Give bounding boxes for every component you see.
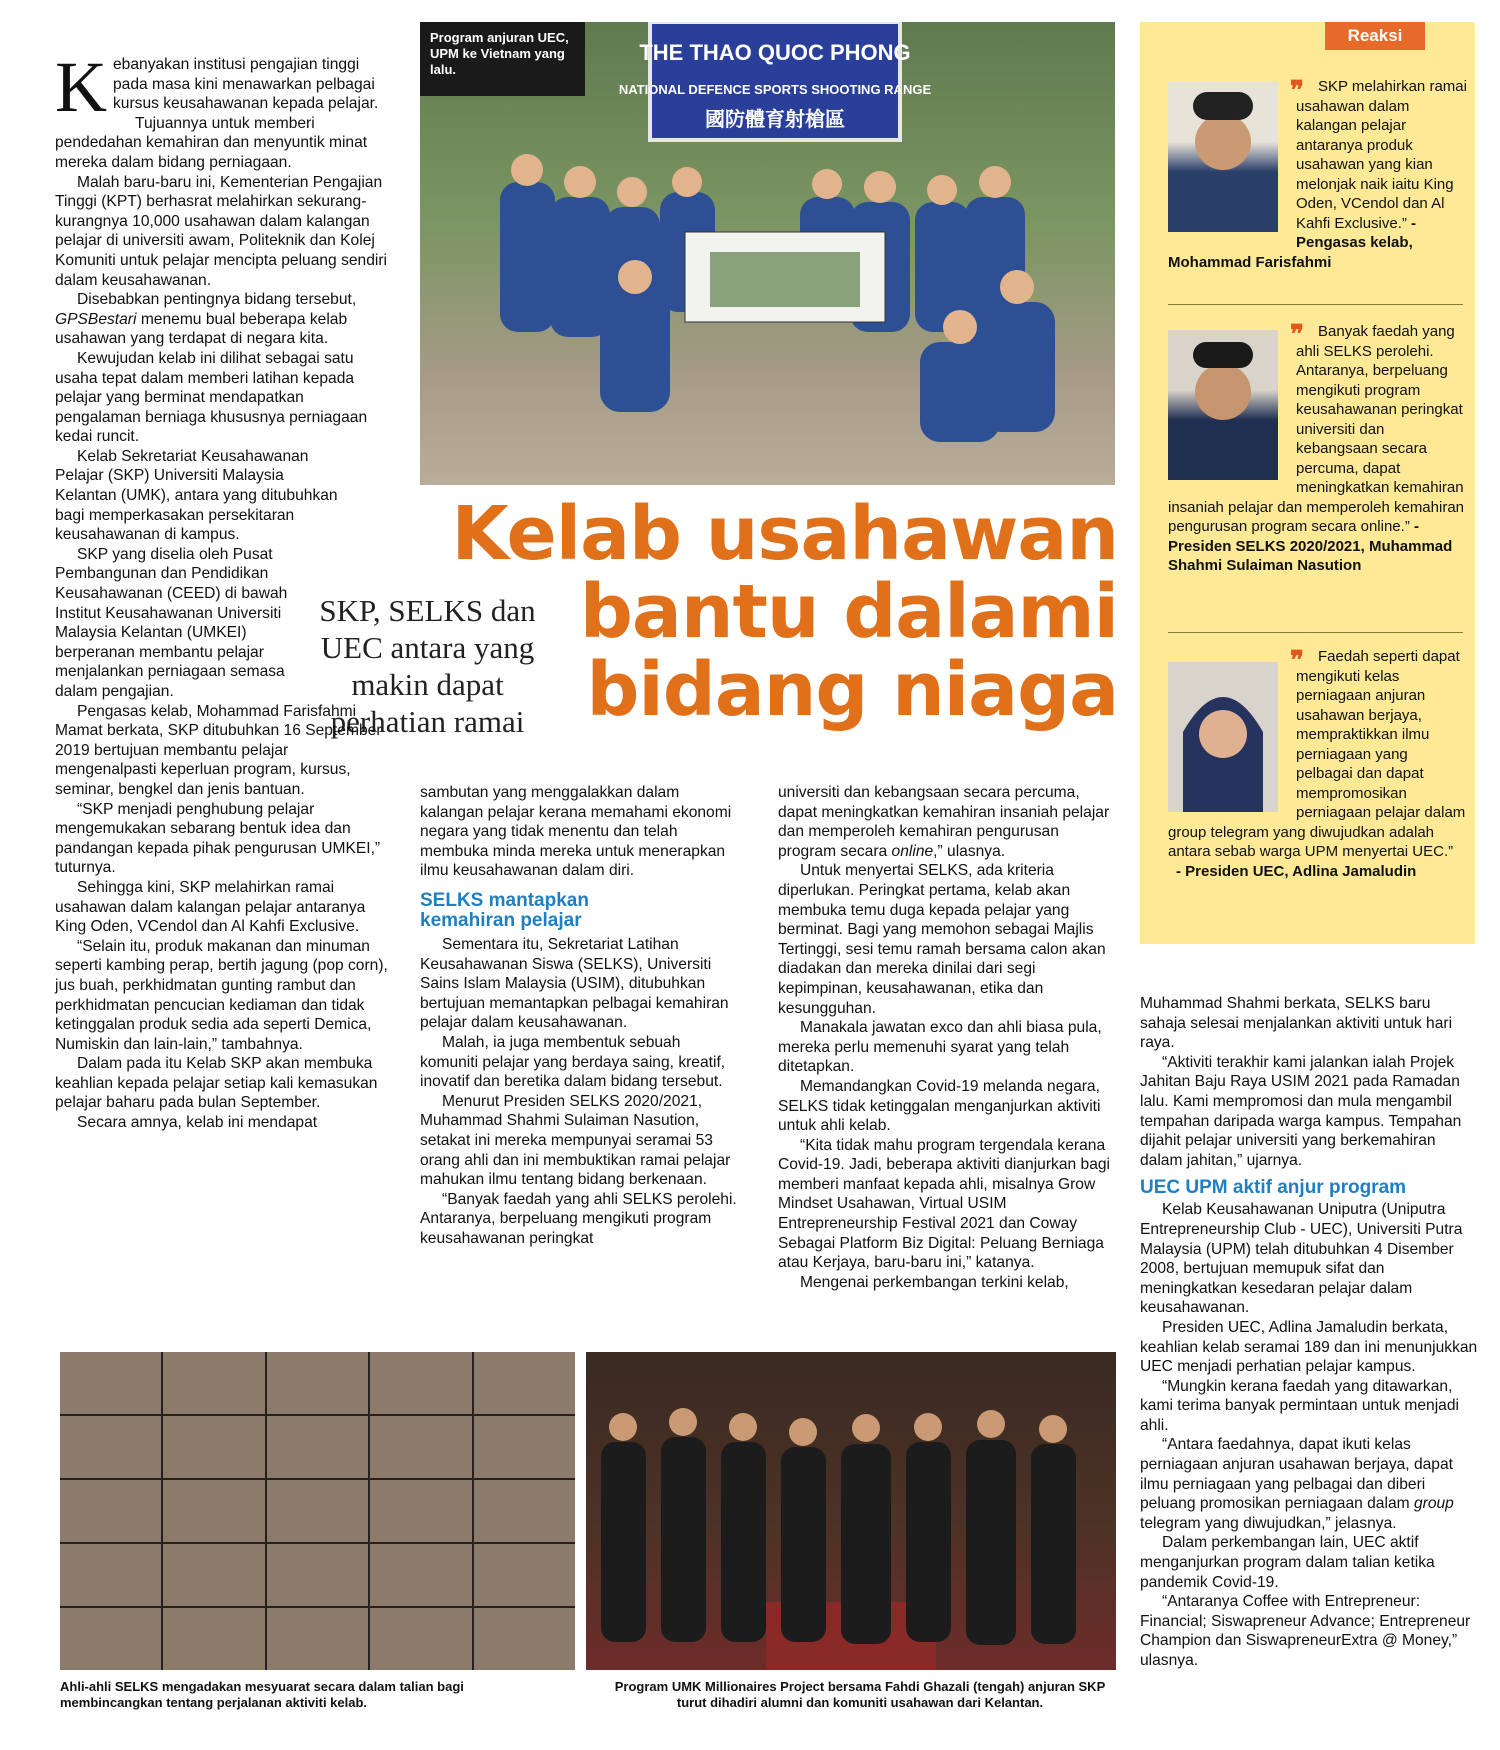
col1-p13: Secara amnya, kelab ini mendapat — [77, 1114, 318, 1132]
reaksi-1 — [1168, 77, 1468, 272]
reaksi-2-name: - Presiden SELKS 2020/2021, Muhammad Shahmi Sulaiman Nasution — [1168, 518, 1453, 574]
sidebar-divider — [1168, 632, 1463, 633]
col1-p1: ebanyakan institusi pengajian tinggi pada masa kini menawarkan pelbagai kursus keusahawanan kepada pelajar. — [113, 56, 379, 113]
article-column-3 — [778, 783, 1118, 1292]
col1-p12: Dalam pada itu Kelab SKP akan membuka keahlian kepada pelajar setiap kali kemasukan pelajar baharu pada bulan September. — [55, 1055, 378, 1112]
col4-p1: Muhammad Shahmi berkata, SELKS baru sahaja selesai menjalankan aktiviti untuk hari raya. — [1140, 995, 1453, 1052]
article-column-4 — [1140, 994, 1478, 1671]
reaksi-3-text: Faedah seperti dapat mengikuti kelas perniagaan anjuran usahawan berjaya, mempraktikkan ilmu perniagaan yang pelbagai dan dapat mempromosikan perniagaan pelajar dalam group telegram yang diwujudkan adalah antara sebab warga UPM menyertai UEC.” — [1168, 648, 1466, 860]
col3-p5: “Kita tidak mahu program tergendala kerana Covid-19. Jadi, beberapa aktiviti dianjurkan bagi memberi manfaat kepada ahli, misalnya Grow Mindset Usahawan, Virtual USIM Entrepreneurship Festival 2021 dan Coway Sebagai Platform Biz Digital: Peluang Berniaga atau Kerjaya, baru-baru ini,” katanya. — [778, 1136, 1110, 1272]
col1-p9: “SKP menjadi penghubung pelajar mengemukakan sebarang bentuk idea dan pandangan kepada pihak pengurusan UMKEI,” tuturnya. — [55, 800, 381, 877]
col2-p3: Malah, ia juga membentuk sebuah komuniti pelajar yang berdaya saing, kreatif, inovatif dan beretika dalam bidang tersebut. — [420, 1033, 726, 1091]
quote-icon: ❞ — [1290, 75, 1304, 105]
col2-p4: Menurut Presiden SELKS 2020/2021, Muhammad Shahmi Sulaiman Nasution, setakat ini mereka mempunyai seramai 53 orang ahli dan ini membuktikan ramai pelajar mahukan ilmu tentang bidang berkenaan. — [420, 1092, 731, 1189]
col2-p2: Sementara itu, Sekretariat Latihan Keusahawanan Siswa (SELKS), Universiti Sains Islam Malaysia (USIM), ditubuhkan bertujuan memantapkan pelbagai kemahiran pelajar dalam keusahawanan. — [420, 935, 729, 1032]
sign-line3: 國防體育射槍區 — [705, 107, 845, 131]
quote-icon: ❞ — [1290, 319, 1304, 349]
col3-p6: Mengenai perkembangan terkini kelab, — [800, 1273, 1069, 1291]
col3-p2: Untuk menyertai SELKS, ada kriteria diperlukan. Peringkat pertama, kelab akan membuka temu duga kepada pelajar yang berminat. Bagi yang memohon sebagai Majlis Tertinggi, sesi temu ramah bersama calon akan diadakan dan mereka dinilai dari segi kepimpinan, keusahawanan, etika dan kesungguhan. — [778, 862, 1106, 1017]
col1-p3: Malah baru-baru ini, Kementerian Pengajian Tinggi (KPT) berhasrat melahirkan sekurang-kurangnya 10,000 usahawan dalam kalangan pelajar di universiti awam, Politeknik dan Kolej Komuniti untuk pelajar mencipta peluang sendiri dalam keusahawanan. — [55, 173, 387, 289]
reaksi-1-text: SKP melahirkan ramai usahawan dalam kalangan pelajar antaranya produk usahawan yang kian melonjak naik iaitu King Oden, VCendol dan Al Kahfi Exclusive.” — [1296, 78, 1467, 232]
section-title-uec: UEC UPM aktif anjur program — [1140, 1177, 1407, 1199]
top-photo — [420, 22, 1115, 485]
col4-p6: “Antara faedahnya, dapat ikuti kelas perniagaan anjuran usahawan berjaya, dapat ilmu perniagaan yang pelbagai dan diberi peluang promosikan perniagaan dalam group telegram yang diwujudkan,” jelasnya. — [1140, 1436, 1454, 1532]
col1-p2: Tujuannya untuk memberi pendedahan kemahiran dan menyuntik minat mereka dalam bidang perniagaan. — [55, 114, 368, 171]
reaksi-2 — [1168, 319, 1468, 576]
section-title-selks: SELKS mantapkan kemahiran pelajar — [420, 889, 589, 931]
col3-p3: Manakala jawatan exco dan ahli biasa pula, mereka perlu memenuhi syarat yang telah ditetapkan. — [778, 1019, 1102, 1076]
top-photo-caption: Program anjuran UEC, UPM ke Vietnam yang lalu. — [420, 22, 585, 96]
col1-p6: Kelab Sekretariat Keusahawanan Pelajar (SKP) Universiti Malaysia Kelantan (UMK), antara yang ditubuhkan bagi memperkasakan persekitaran keusahawanan di kampus. — [55, 447, 338, 544]
sidebar-divider — [1168, 304, 1463, 305]
reaksi-sidebar — [1140, 22, 1475, 944]
sign-line2: NATIONAL DEFENCE SPORTS SHOOTING RANGE — [618, 82, 932, 97]
headline-line2: bantu dalami — [579, 569, 1118, 655]
article-column-1 — [55, 47, 393, 1133]
reaksi-3-name: - Presiden UEC, Adlina Jamaludin — [1176, 862, 1417, 880]
dropcap: K — [55, 47, 107, 127]
event-group-photo — [586, 1352, 1116, 1670]
col1-p10: Sehingga kini, SKP melahirkan ramai usahawan dalam kalangan pelajar antaranya King Oden, VCendol dan Al Kahfi Exclusive. — [55, 878, 366, 936]
event-group-caption: Program UMK Millionaires Project bersama Fahdi Ghazali (tengah) anjuran SKP turut dihadiri alumni dan komuniti usahawan dari Kelantan. — [614, 1679, 1106, 1710]
reaksi-title: Reaksi — [1325, 22, 1425, 50]
col2-p5: “Banyak faedah yang ahli SELKS perolehi. Antaranya, berpeluang mengikuti program keusahawanan peringkat — [420, 1190, 737, 1247]
headline-line3: bidang niaga — [586, 647, 1118, 733]
sign-line1: THE THAO QUOC PHONG — [639, 40, 911, 65]
col1-p4: Disebabkan pentingnya bidang tersebut, GPSBestari menemu bual beberapa kelab usahawan yang terdapat di negara kita. — [55, 291, 357, 348]
reaksi-1-name: - Pengasas kelab, Mohammad Farisfahmi — [1168, 214, 1417, 271]
col3-p4: Memandangkan Covid-19 melanda negara, SELKS tidak ketinggalan menganjurkan aktiviti untuk ahli kelab. — [778, 1077, 1101, 1135]
article-column-2 — [420, 783, 740, 1248]
quote-icon: ❞ — [1290, 645, 1304, 675]
col4-p8: “Antaranya Coffee with Entrepreneur: Financial; Siswapreneur Advance; Entrepreneur Champion dan SiswapreneurExtra @ Money,” ulasnya. — [1140, 1593, 1471, 1669]
col1-p5: Kewujudan kelab ini dilihat sebagai satu usaha tepat dalam memberi latihan kepada pelajar yang berminat mendapatkan pengalaman berniaga khususnya perniagaan kedai runcit. — [55, 349, 368, 446]
reaksi-2-text: Banyak faedah yang ahli SELKS perolehi. Antaranya, berpeluang mengikuti program keusahawanan peringkat universiti dan kebangsaan secara percuma, dapat meningkatkan kemahiran insaniah pelajar dan memperoleh kemahiran pengurusan program secara online.” — [1168, 323, 1465, 535]
online-meeting-photo — [60, 1352, 575, 1670]
col1-p11: “Selain itu, produk makanan dan minuman seperti kambing perap, bertih jagung (pop corn), jus buah, perkhidmatan gunting rambut dan perkhidmatan pencucian kediaman dan tidak ketinggalan produk sedia ada seperti Demica, Numiskin dan lain-lain,” tambahnya. — [55, 937, 388, 1053]
col4-p5: “Mungkin kerana faedah yang ditawarkan, kami terima banyak permintaan untuk menjadi ahli. — [1140, 1377, 1459, 1434]
col1-p7: SKP yang diselia oleh Pusat Pembangunan dan Pendidikan Keusahawanan (CEED) di bawah Institut Keusahawanan Universiti Malaysia Kelantan (UMKEI) berperanan membantu pelajar menjalankan perniagaan semasa dalam pengajian. — [55, 545, 288, 700]
deck: SKP, SELKS dan UEC antara yang makin dapat perhatian ramai — [319, 593, 536, 739]
online-meeting-caption: Ahli-ahli SELKS mengadakan mesyuarat secara dalam talian bagi membincangkan tentang perjalanan aktiviti kelab. — [60, 1679, 464, 1710]
col4-p2: “Aktiviti terakhir kami jalankan ialah Projek Jahitan Baju Raya USIM 2021 pada Ramadan lalu. Kami mempromosi dan mula mengambil tempahan daripada warga kampus. Tempahan dijahit pelajar universiti yang berkemahiran dalam jahitan,” ujarnya. — [1140, 1053, 1462, 1169]
reaksi-3 — [1168, 647, 1468, 881]
headline-line1: Kelab usahawan — [451, 491, 1118, 577]
col4-p7: Dalam perkembangan lain, UEC aktif menganjurkan program dalam talian ketika pandemik Covid-19. — [1140, 1534, 1435, 1591]
col2-p1: sambutan yang menggalakkan dalam kalangan pelajar kerana memahami ekonomi negara yang tidak menentu dan telah membuka minda mereka untuk menerapkan ilmu keusahawanan dalam diri. — [420, 784, 732, 880]
col4-p4: Presiden UEC, Adlina Jamaludin berkata, keahlian kelab seramai 189 dan ini menunjukkan UEC menjadi perhatian pelajar kampus. — [1140, 1318, 1478, 1376]
col4-p3: Kelab Keusahawanan Uniputra (Uniputra Entrepreneurship Club - UEC), Universiti Putra Malaysia (UPM) telah ditubuhkan 4 Disember 2008, bertujuan memupuk sifat dan meningkatkan kesedaran pelajar dalam keusahawanan. — [1140, 1201, 1463, 1317]
col3-p1: universiti dan kebangsaan secara percuma, dapat meningkatkan kemahiran insaniah pelajar dan memperoleh kemahiran pengurusan program secara online,” ulasnya. — [778, 784, 1110, 860]
col1-p8: Pengasas kelab, Mohammad Farisfahmi Mamat berkata, SKP ditubuhkan 16 September 2019 bertujuan membantu pelajar mengenalpasti keperluan program, kursus, seminar, bengkel dan jenis bantuan. — [55, 702, 382, 798]
